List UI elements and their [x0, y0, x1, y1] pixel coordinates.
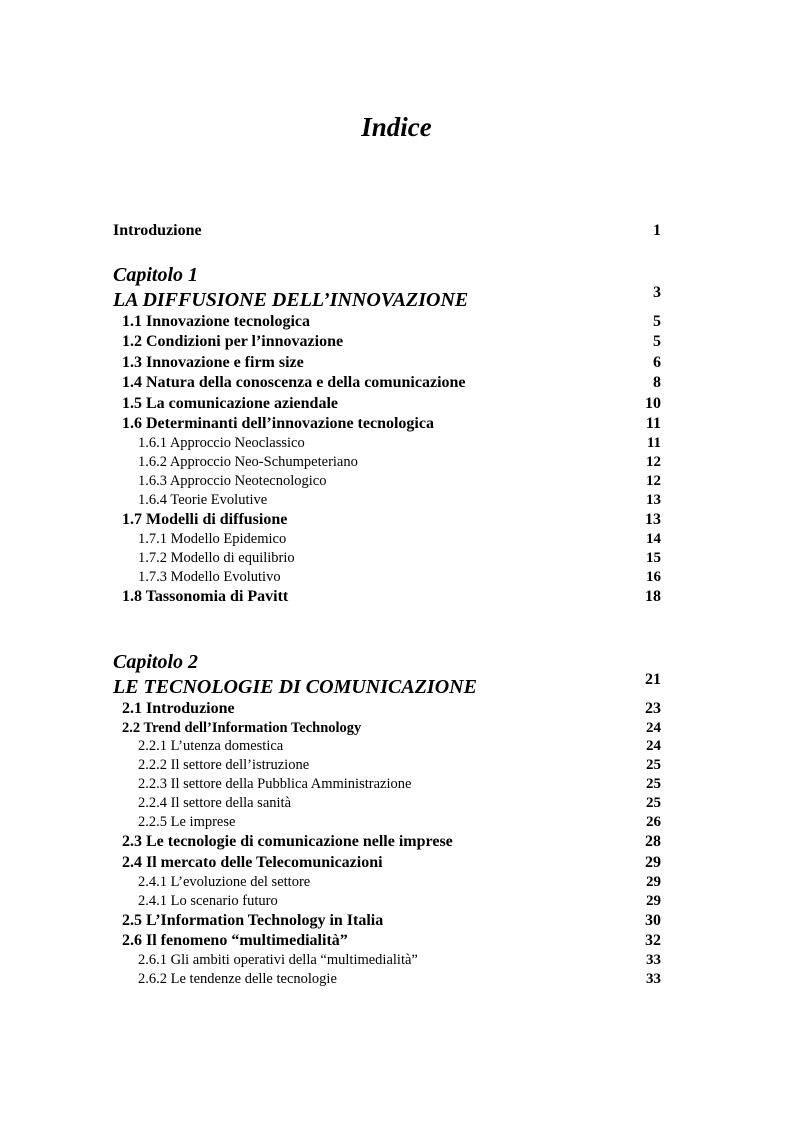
toc-entry-page-number: 33 — [646, 971, 661, 987]
toc-entry — [0, 222, 793, 244]
toc-entry — [0, 854, 793, 876]
toc-entry-page-number: 5 — [653, 313, 661, 330]
toc-entry-page-number: 26 — [646, 814, 661, 830]
toc-entry-label: 2.6 Il fenomeno “multimedialità” — [122, 932, 348, 949]
toc-entry-page-number: 25 — [646, 776, 661, 792]
chapter-title — [0, 671, 793, 698]
toc-entry-label: 1.4 Natura della conoscenza e della comunicazione — [122, 374, 466, 391]
toc-entry — [0, 511, 793, 533]
toc-entry — [0, 354, 793, 376]
toc-entry-page-number: 3 — [653, 284, 661, 301]
toc-entry-page-number: 29 — [645, 854, 661, 871]
toc-entry-page-number: 13 — [645, 511, 661, 528]
toc-entry — [0, 374, 793, 396]
toc-entry-page-number: 33 — [646, 952, 661, 968]
toc-entry-label: 2.2.5 Le imprese — [138, 814, 236, 830]
toc-entry — [0, 971, 793, 993]
toc-entry-label: 1.7.1 Modello Epidemico — [138, 531, 287, 547]
toc-entry-label: 1.1 Innovazione tecnologica — [122, 313, 310, 330]
toc-entry-label: 1.8 Tassonomia di Pavitt — [122, 588, 289, 605]
toc-entry-label: 1.6.2 Approccio Neo-Schumpeteriano — [138, 454, 358, 470]
toc-entry-label: 2.2 Trend dell’Information Technology — [122, 720, 362, 736]
toc-entry-label: 1.6.4 Teorie Evolutive — [138, 492, 268, 508]
toc-entry-page-number: 16 — [646, 569, 661, 585]
toc-entry — [0, 932, 793, 954]
toc-entry-page-number: 5 — [653, 333, 661, 350]
toc-entry-page-number: 1 — [653, 222, 661, 239]
toc-entry-label: 2.6.2 Le tendenze delle tecnologie — [138, 971, 337, 987]
toc-entry-label: 1.7.3 Modello Evolutivo — [138, 569, 281, 585]
toc-entry — [0, 333, 793, 355]
toc-entry-label: 1.5 La comunicazione aziendale — [122, 395, 338, 412]
toc-entry-page-number: 25 — [646, 795, 661, 811]
toc-entry — [0, 833, 793, 855]
toc-entry-page-number: 12 — [646, 473, 661, 489]
toc-entry-page-number: 29 — [646, 893, 661, 909]
toc-entry-page-number: 28 — [645, 833, 661, 850]
toc-entry-label: 2.2.1 L’utenza domestica — [138, 738, 284, 754]
toc-entry-page-number: 15 — [646, 550, 661, 566]
toc-entry-page-number: 13 — [646, 492, 661, 508]
toc-entry-label: 1.7.2 Modello di equilibrio — [138, 550, 295, 566]
toc-entry-label: Introduzione — [113, 222, 202, 239]
toc-entry-page-number: 30 — [645, 912, 661, 929]
toc-entry — [0, 395, 793, 417]
toc-entry-label: 1.7 Modelli di diffusione — [122, 511, 288, 528]
toc-entry-page-number: 23 — [645, 700, 661, 717]
toc-entry-page-number: 8 — [653, 374, 661, 391]
chapter-heading — [0, 651, 793, 673]
toc-entry-label: 1.6 Determinanti dell’innovazione tecnologica — [122, 415, 434, 432]
toc-entry-label: LA DIFFUSIONE DELL’INNOVAZIONE — [113, 289, 469, 311]
toc-entry-label: Capitolo 2 — [113, 651, 199, 673]
toc-entry-label: 2.6.1 Gli ambiti operativi della “multimedialità” — [138, 952, 418, 968]
toc-entry-label: 1.6.3 Approccio Neotecnologico — [138, 473, 327, 489]
toc-entry-label: LE TECNOLOGIE DI COMUNICAZIONE — [113, 676, 477, 698]
toc-entry-page-number: 11 — [646, 435, 661, 451]
toc-entry — [0, 313, 793, 335]
toc-entry-label: 2.2.3 Il settore della Pubblica Amministrazione — [138, 776, 412, 792]
chapter-heading — [0, 264, 793, 286]
page-title: Indice — [361, 112, 432, 142]
toc-entry — [0, 588, 793, 610]
chapter-title — [0, 284, 793, 311]
toc-entry-label: 1.6.1 Approccio Neoclassico — [138, 435, 305, 451]
toc-entry-page-number: 6 — [653, 354, 661, 371]
toc-entry-page-number: 29 — [646, 874, 661, 890]
toc-entry-label: 1.2 Condizioni per l’innovazione — [122, 333, 344, 350]
toc-entry-page-number: 24 — [646, 720, 661, 736]
toc-entry-label: 2.2.4 Il settore della sanità — [138, 795, 292, 811]
toc-entry-label: 2.3 Le tecnologie di comunicazione nelle imprese — [122, 833, 453, 850]
toc-entry-label: 1.3 Innovazione e firm size — [122, 354, 304, 371]
toc-entry-page-number: 25 — [646, 757, 661, 773]
toc-entry-label: 2.4.1 Lo scenario futuro — [138, 893, 278, 909]
toc-entry-page-number: 10 — [645, 395, 661, 412]
toc-entry — [0, 700, 793, 722]
toc-entry-label: 2.2.2 Il settore dell’istruzione — [138, 757, 310, 773]
toc-entry-page-number: 24 — [646, 738, 661, 754]
toc-entry — [0, 912, 793, 934]
toc-entry — [0, 415, 793, 437]
toc-entry-page-number: 18 — [645, 588, 661, 605]
toc-entry-page-number: 32 — [645, 932, 661, 949]
toc-entry-page-number: 11 — [645, 415, 661, 432]
toc-entry-label: 2.4.1 L’evoluzione del settore — [138, 874, 311, 890]
toc-entry-label: 2.1 Introduzione — [122, 700, 235, 717]
toc-entry-label: Capitolo 1 — [113, 264, 199, 286]
toc-entry-page-number: 14 — [646, 531, 661, 547]
toc-entry-label: 2.5 L’Information Technology in Italia — [122, 912, 384, 929]
toc-entry-page-number: 21 — [645, 671, 661, 688]
toc-entry-page-number: 12 — [646, 454, 661, 470]
toc-entry-label: 2.4 Il mercato delle Telecomunicazioni — [122, 854, 383, 871]
